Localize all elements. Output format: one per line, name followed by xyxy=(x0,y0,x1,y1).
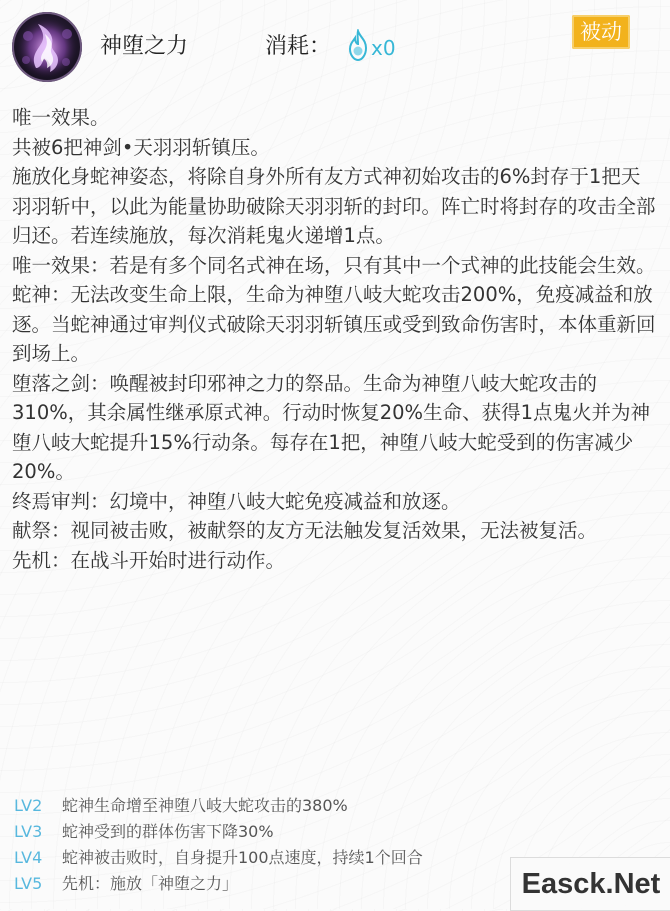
site-watermark: Easck.Net xyxy=(510,857,670,911)
purple-flame-sigil-icon xyxy=(12,12,82,82)
soul-fire-icon xyxy=(346,29,370,63)
description-paragraph: 蛇神：无法改变生命上限，生命为神堕八岐大蛇攻击200%，免疫减益和放逐。当蛇神通过审判仪式破除天羽羽斩镇压或受到致命伤害时，本体重新回到场上。 xyxy=(12,283,656,365)
description-paragraph: 献祭：视同被击败，被献祭的友方无法触发复活效果，无法被复活。 xyxy=(12,519,598,542)
skill-avatar xyxy=(12,12,82,82)
skill-description xyxy=(12,103,657,575)
level-text: 蛇神受到的群体伤害下降30% xyxy=(62,822,274,841)
level-text: 先机：施放「神堕之力」 xyxy=(62,874,239,893)
skill-header xyxy=(0,0,670,92)
level-tag: LV5 xyxy=(14,874,43,893)
level-row xyxy=(14,793,654,819)
description-paragraph: 唯一效果。 xyxy=(12,106,110,129)
level-tag: LV2 xyxy=(14,796,43,815)
description-paragraph: 施放化身蛇神姿态，将除自身外所有友方式神初始攻击的6%封存于1把天羽羽斩中，以此为能量协助破除天羽羽斩的封印。阵亡时将封存的攻击全部归还。若连续施放，每次消耗鬼火递增1点。 xyxy=(12,165,656,247)
description-paragraph: 唯一效果：若是有多个同名式神在场，只有其中一个式神的此技能会生效。 xyxy=(12,253,656,277)
level-tag: LV3 xyxy=(14,822,43,841)
description-paragraph: 共被6把神剑•天羽羽斩镇压。 xyxy=(12,135,270,159)
description-paragraph: 堕落之剑：唤醒被封印邪神之力的祭品。生命为神堕八岐大蛇攻击的310%，其余属性继承原式神。行动时恢复20%生命、获得1点鬼火并为神堕八岐大蛇提升15%行动条。每存在1把，神堕八岐大蛇受到的伤害减少20%。 xyxy=(12,371,650,483)
passive-badge: 被动 xyxy=(572,15,630,49)
level-text: 蛇神生命增至神堕八岐大蛇攻击的380% xyxy=(62,796,348,815)
level-tag: LV4 xyxy=(14,848,43,867)
cost-label: 消耗： xyxy=(265,34,332,59)
level-text: 蛇神被击败时，自身提升100点速度，持续1个回合 xyxy=(62,848,423,867)
description-paragraph: 终焉审判：幻境中，神堕八岐大蛇免疫减益和放逐。 xyxy=(12,489,461,513)
cost-value: x0 xyxy=(371,36,396,60)
level-row xyxy=(14,819,654,845)
skill-name: 神堕之力 xyxy=(100,34,189,59)
description-paragraph: 先机：在战斗开始时进行动作。 xyxy=(12,548,286,572)
